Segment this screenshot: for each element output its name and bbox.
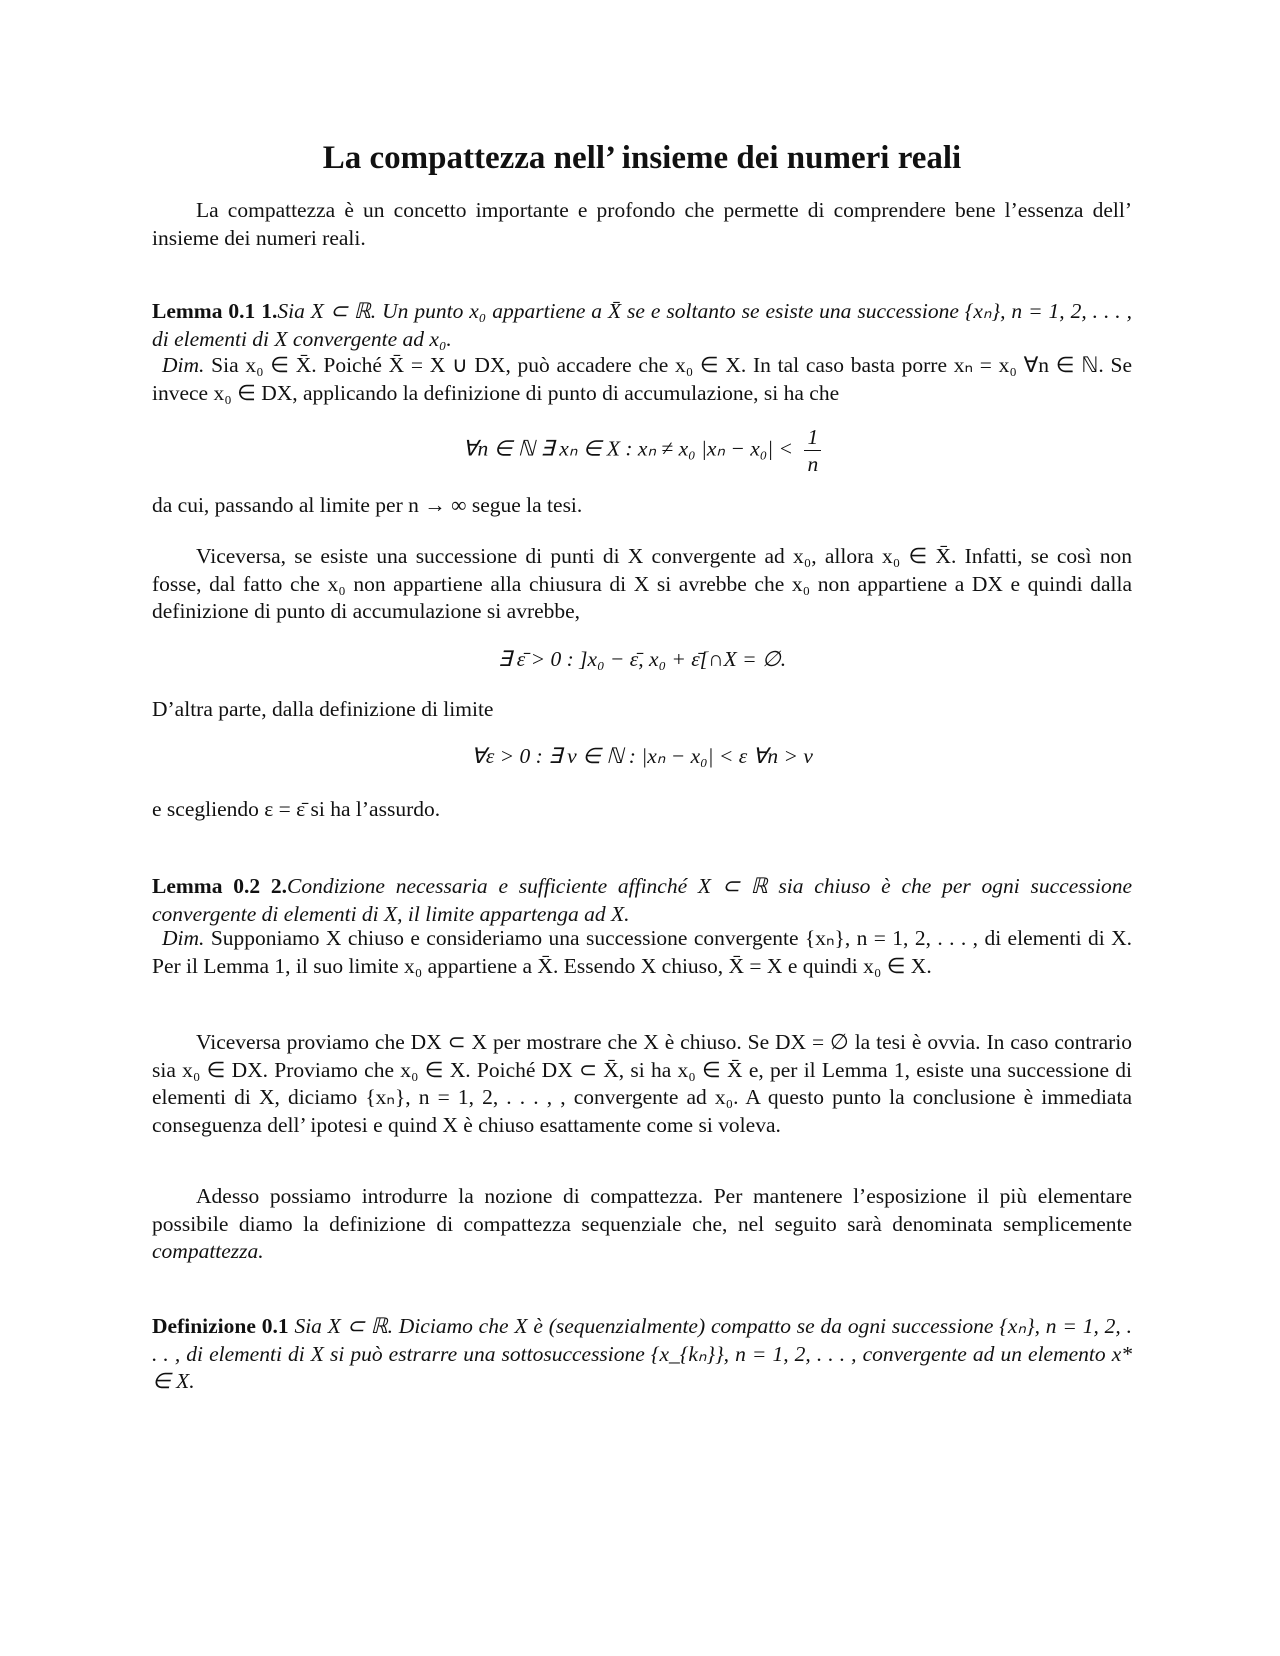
equation-1	[152, 424, 1132, 477]
lemma-1-statement: Sia X ⊂ ℝ. Un punto x₀ appartiene a X̄ se e soltanto se esiste una successione {xₙ}, n = 1, 2, . . . , di elementi di X convergente ad x₀.	[152, 299, 1132, 351]
lemma-2-label: Lemma 0.2 2.	[152, 874, 287, 898]
lemma-2-statement: Condizione necessaria e sufficiente affinché X ⊂ ℝ sia chiuso è che per ogni successione convergente di elementi di X, il limite appartenga ad X.	[152, 874, 1133, 926]
definition-1-label: Definizione 0.1	[152, 1314, 289, 1338]
lemma-1-proof-1-text: Sia x₀ ∈ X̄. Poiché X̄ = X ∪ DX, può accadere che x₀ ∈ X. In tal caso basta porre xₙ = x₀ ∀n ∈ ℕ. Se invece x₀ ∈ DX, applicando la definizione di punto di accumulazione, si ha che	[152, 353, 1133, 405]
lemma-2-dim-label: Dim.	[162, 926, 205, 950]
transition-text: Adesso possiamo introdurre la nozione di compattezza. Per mantenere l’esposizione il più elementare possibile diamo la definizione di compattezza sequenziale che, nel seguito sarà denominata semplicemente	[152, 1184, 1132, 1236]
lemma-1	[152, 298, 1132, 353]
lemma-1-proof-2: da cui, passando al limite per n → ∞ segue la tesi.	[152, 493, 583, 517]
equation-1-fraction	[804, 424, 821, 477]
lemma-1-proof-5: e scegliendo ε = ε̄ si ha l’assurdo.	[152, 797, 441, 821]
lemma-2-proof-2: Viceversa proviamo che DX ⊂ X per mostrare che X è chiuso. Se DX = ∅ la tesi è ovvia. In caso contrario sia x₀ ∈ DX. Proviamo che x₀ ∈ X. Poiché DX ⊂ X̄, si ha x₀ ∈ X̄ e, per il Lemma 1, esiste una successione di elementi di X, diciamo {xₙ}, n = 1, 2, . . . , , convergente ad x₀. A questo punto la conclusione è immediata conseguenza dell’ ipotesi e quind X è chiuso esattamente come si voleva.	[152, 1030, 1132, 1137]
lemma-2-proof-1	[152, 925, 1132, 980]
definition-1-statement: Sia X ⊂ ℝ. Diciamo che X è (sequenzialmente) compatto se da ogni successione {xₙ}, n = 1, 2, . . . , di elementi di X si può estrarre una sottosuccessione {x_{kₙ}}, n = 1, 2, . . . , convergente ad un elemento x* ∈ X.	[152, 1314, 1132, 1393]
lemma-1-label: Lemma 0.1 1.	[152, 299, 278, 323]
page-title: La compattezza nell’ insieme dei numeri reali	[322, 140, 962, 176]
lemma-1-proof-1	[152, 352, 1132, 407]
equation-1-numerator: 1	[804, 424, 821, 451]
lemma-1-proof-4: D’altra parte, dalla definizione di limite	[152, 697, 494, 721]
equation-2: ∃ ε̄ > 0 : ]x₀ − ε̄, x₀ + ε̄[∩X = ∅.	[497, 647, 787, 671]
transition-emph: compattezza.	[152, 1239, 264, 1263]
lemma-2-proof-1-text: Supponiamo X chiuso e consideriamo una successione convergente {xₙ}, n = 1, 2, . . . , di elementi di X. Per il Lemma 1, il suo limite x₀ appartiene a X̄. Essendo X chiuso, X̄ = X e quindi x₀ ∈ X.	[152, 926, 1132, 978]
equation-1-left: ∀n ∈ ℕ ∃ xₙ ∈ X : xₙ ≠ x₀ |xₙ − x₀| <	[462, 436, 794, 461]
equation-3: ∀ε > 0 : ∃ ν ∈ ℕ : |xₙ − x₀| < ε ∀n > ν	[471, 744, 813, 768]
transition-paragraph	[152, 1183, 1132, 1266]
lemma-2	[152, 873, 1132, 928]
lemma-1-proof-3: Viceversa, se esiste una successione di punti di X convergente ad x₀, allora x₀ ∈ X̄. Infatti, se così non fosse, dal fatto che x₀ non appartiene alla chiusura di X si avrebbe che x₀ non appartiene a DX e quindi dalla definizione di punto di accumulazione si avrebbe,	[152, 544, 1132, 623]
equation-1-denominator: n	[807, 452, 819, 476]
intro-paragraph: La compattezza è un concetto importante e profondo che permette di comprendere bene l’essenza dell’ insieme dei numeri reali.	[152, 198, 1132, 250]
lemma-1-dim-label: Dim.	[162, 353, 205, 377]
definition-1	[152, 1313, 1132, 1396]
